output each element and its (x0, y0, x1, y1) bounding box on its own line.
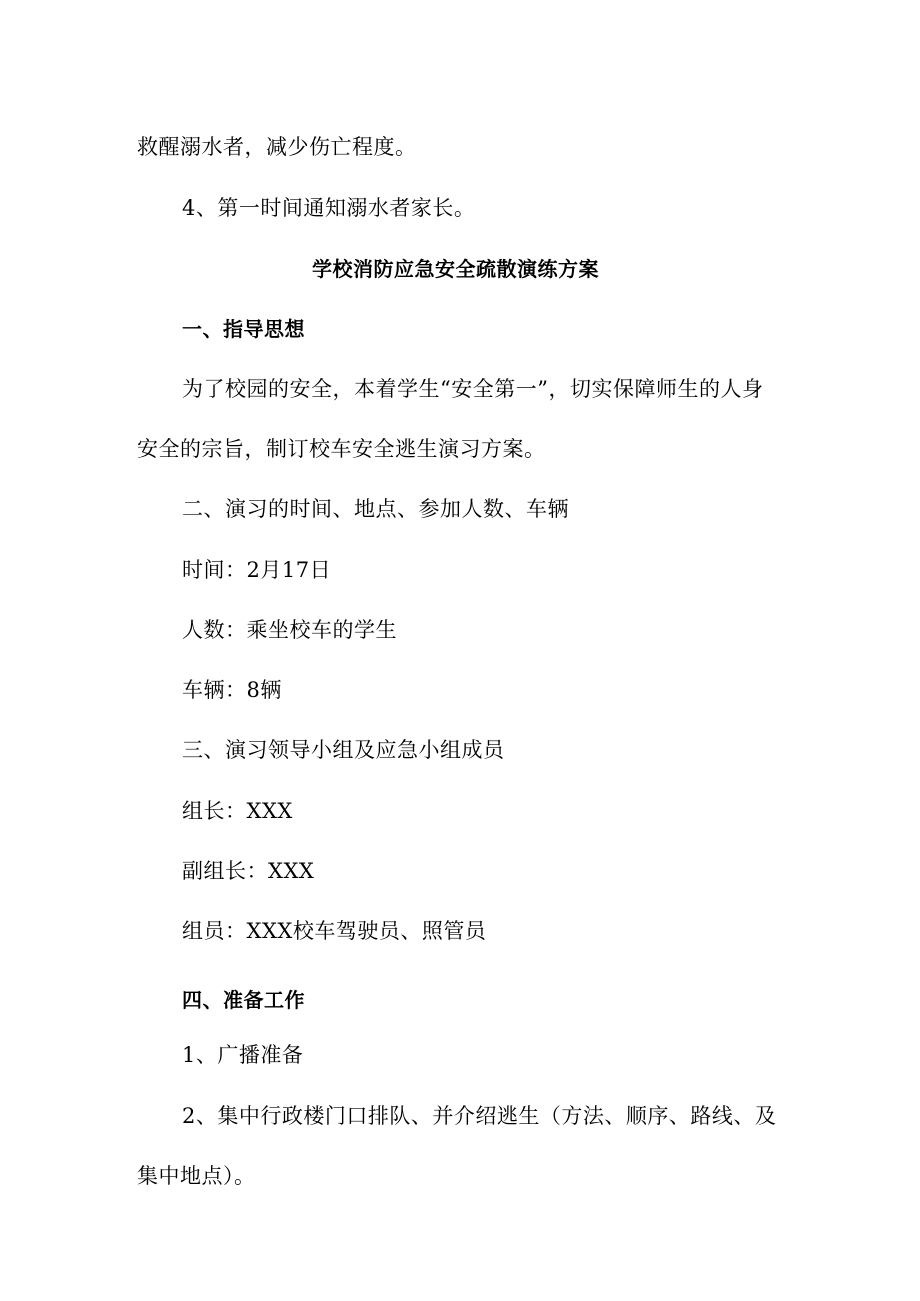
heading-drill-details: 二、演习的时间、地点、参加人数、车辆 (182, 497, 569, 521)
paragraph-continuation: 救醒溺水者，减少伤亡程度。 (137, 135, 417, 159)
paragraph-purpose-line-1: 为了校园的安全，本着学生“安全第一”，切实保障师生的人身 (182, 377, 764, 401)
member-leader: 组长：XXX (182, 799, 293, 823)
member-deputy-leader: 副组长：XXX (182, 859, 315, 883)
detail-time: 时间：2月17日 (182, 558, 332, 582)
prep-item-broadcast: 1、广播准备 (182, 1043, 304, 1067)
list-item-notify-parents: 4、第一时间通知溺水者家长。 (182, 196, 476, 220)
heading-guiding-ideology: 一、指导思想 (182, 317, 305, 341)
heading-leadership-group: 三、演习领导小组及应急小组成员 (182, 738, 505, 762)
prep-item-assembly-line-2: 集中地点）。 (137, 1164, 256, 1188)
detail-participants: 人数：乘坐校车的学生 (182, 618, 397, 642)
prep-item-assembly-line-1: 2、集中行政楼门口排队、并介绍逃生（方法、顺序、路线、及 (182, 1104, 777, 1128)
member-staff: 组员：XXX校车驾驶员、照管员 (182, 919, 487, 943)
paragraph-purpose-line-2: 安全的宗旨，制订校车安全逃生演习方案。 (137, 437, 546, 461)
heading-preparation: 四、准备工作 (182, 988, 305, 1012)
detail-vehicles: 车辆：8辆 (182, 678, 282, 702)
section-title: 学校消防应急安全疏散演练方案 (312, 257, 599, 281)
